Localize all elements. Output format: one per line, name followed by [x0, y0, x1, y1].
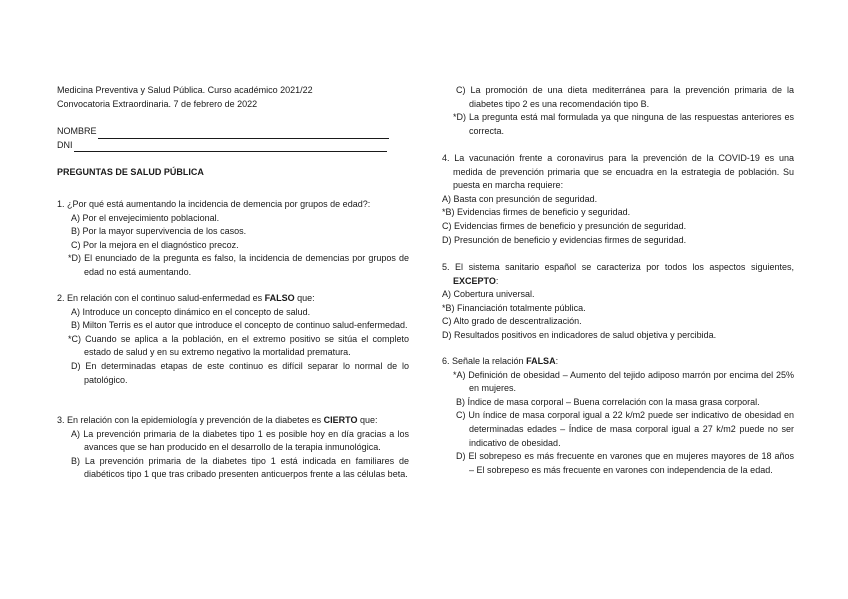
- answer-option: A) Basta con presunción de seguridad.: [442, 193, 598, 204]
- answer-option: C) Un índice de masa corporal igual a 22 k/m2 puede ser indicativo de obesidad en determinadas edades – Índice de masa corporal igual a 27 k/m2 puede no ser indicativo de obesidad.: [456, 410, 794, 448]
- question-stem: 6. Señale la relación FALSA:: [442, 356, 559, 366]
- dni-field[interactable]: [57, 139, 409, 153]
- answer-option-correct: *B) Financiación totalmente pública.: [442, 302, 586, 313]
- header-line-2: Convocatoria Extraordinaria. 7 de febrero de 2022: [57, 98, 258, 109]
- answer-option: D) El sobrepeso es más frecuente en varones que en mujeres mayores de 18 años – El sobrepeso es más frecuente en varones con independencia de la edad.: [456, 451, 794, 475]
- student-fields: [57, 125, 409, 152]
- name-field[interactable]: [57, 125, 409, 139]
- answer-option: C) La promoción de una dieta mediterránea para la prevención primaria de la diabetes tipo 2 es una recomendación tipo B.: [456, 85, 794, 109]
- answer-option: D) Resultados positivos en indicadores de salud objetiva y percibida.: [442, 329, 717, 340]
- answer-option: A) Introduce un concepto dinámico en el concepto de salud.: [71, 306, 311, 317]
- answer-option: C) Por la mejora en el diagnóstico precoz.: [71, 239, 239, 250]
- answer-option: D) Presunción de beneficio y evidencias firmes de seguridad.: [442, 234, 687, 245]
- question-1: [57, 198, 409, 280]
- emphasis-keyword: EXCEPTO: [453, 275, 496, 286]
- question-stem: 3. En relación con la epidemiología y prevención de la diabetes es CIERTO que:: [57, 415, 378, 425]
- emphasis-keyword: CIERTO: [323, 415, 358, 425]
- question-6: [442, 355, 794, 477]
- question-3: [57, 414, 409, 482]
- answer-option-correct: *C) Cuando se aplica a la población, en el extremo positivo se sitúa el completo estado de salud y en su extremo negativo la mortalidad prematura.: [68, 333, 409, 358]
- answer-option: A) Por el envejecimiento poblacional.: [71, 212, 220, 223]
- question-3-continued: [442, 84, 794, 138]
- answer-option: B) Índice de masa corporal – Buena correlación con la masa grasa corporal.: [456, 396, 760, 407]
- question-stem: 1. ¿Por qué está aumentando la incidencia de demencia por grupos de edad?:: [57, 199, 371, 209]
- question-stem: 4. La vacunación frente a coronavirus para la prevención de la COVID-19 es una medida de prevención primaria que se encuadra en la estrategia de población. Su puesta en marcha requiere:: [442, 153, 794, 191]
- name-label: NOMBRE: [57, 126, 97, 136]
- answer-option: D) En determinadas etapas de este continuo es difícil separar lo normal de lo patológico.: [71, 360, 409, 385]
- emphasis-keyword: FALSO: [264, 293, 295, 303]
- header-line-1: Medicina Preventiva y Salud Pública. Curso académico 2021/22: [57, 85, 313, 95]
- answer-option: A) La prevención primaria de la diabetes tipo 1 es posible hoy en día gracias a los avances que se han producido en el desarrollo de la terapia inmunológica.: [71, 428, 409, 453]
- question-4: [442, 152, 794, 247]
- answer-option: C) Evidencias firmes de beneficio y presunción de seguridad.: [442, 220, 687, 231]
- document-header: [57, 84, 409, 111]
- question-2: [57, 292, 409, 387]
- section-title: PREGUNTAS DE SALUD PÚBLICA: [57, 167, 204, 177]
- answer-option: B) Milton Terris es el autor que introduce el concepto de continuo salud-enfermedad.: [71, 320, 408, 331]
- answer-option: B) Por la mayor supervivencia de los casos.: [71, 226, 247, 237]
- name-underline: [98, 128, 389, 139]
- answer-option: C) Alto grado de descentralización.: [442, 316, 582, 327]
- dni-underline: [74, 141, 387, 152]
- answer-option-correct: *D) El enunciado de la pregunta es falso, la incidencia de demencias por grupos de edad no está aumentando.: [68, 253, 409, 277]
- question-stem: 5. El sistema sanitario español se caracteriza por todos los aspectos siguientes, EXCEPTO:: [442, 262, 794, 286]
- answer-option: B) La prevención primaria de la diabetes tipo 1 está indicada en familiares de diabéticos tipo 1 que tras cribado presenten anticuerpos frente a las células beta.: [71, 455, 409, 480]
- answer-option: A) Cobertura universal.: [442, 289, 535, 300]
- answer-option-correct: *B) Evidencias firmes de beneficio y seguridad.: [442, 207, 631, 218]
- question-5: [442, 261, 794, 343]
- emphasis-keyword: FALSA: [526, 356, 556, 366]
- answer-option-correct: *A) Definición de obesidad – Aumento del tejido adiposo marrón por encima del 25% en mujeres.: [453, 369, 794, 394]
- question-stem: 2. En relación con el continuo salud-enfermedad es FALSO que:: [57, 293, 315, 303]
- answer-option-correct: *D) La pregunta está mal formulada ya que ninguna de las respuestas anteriores es correcta.: [453, 112, 794, 136]
- dni-label: DNI: [57, 139, 73, 150]
